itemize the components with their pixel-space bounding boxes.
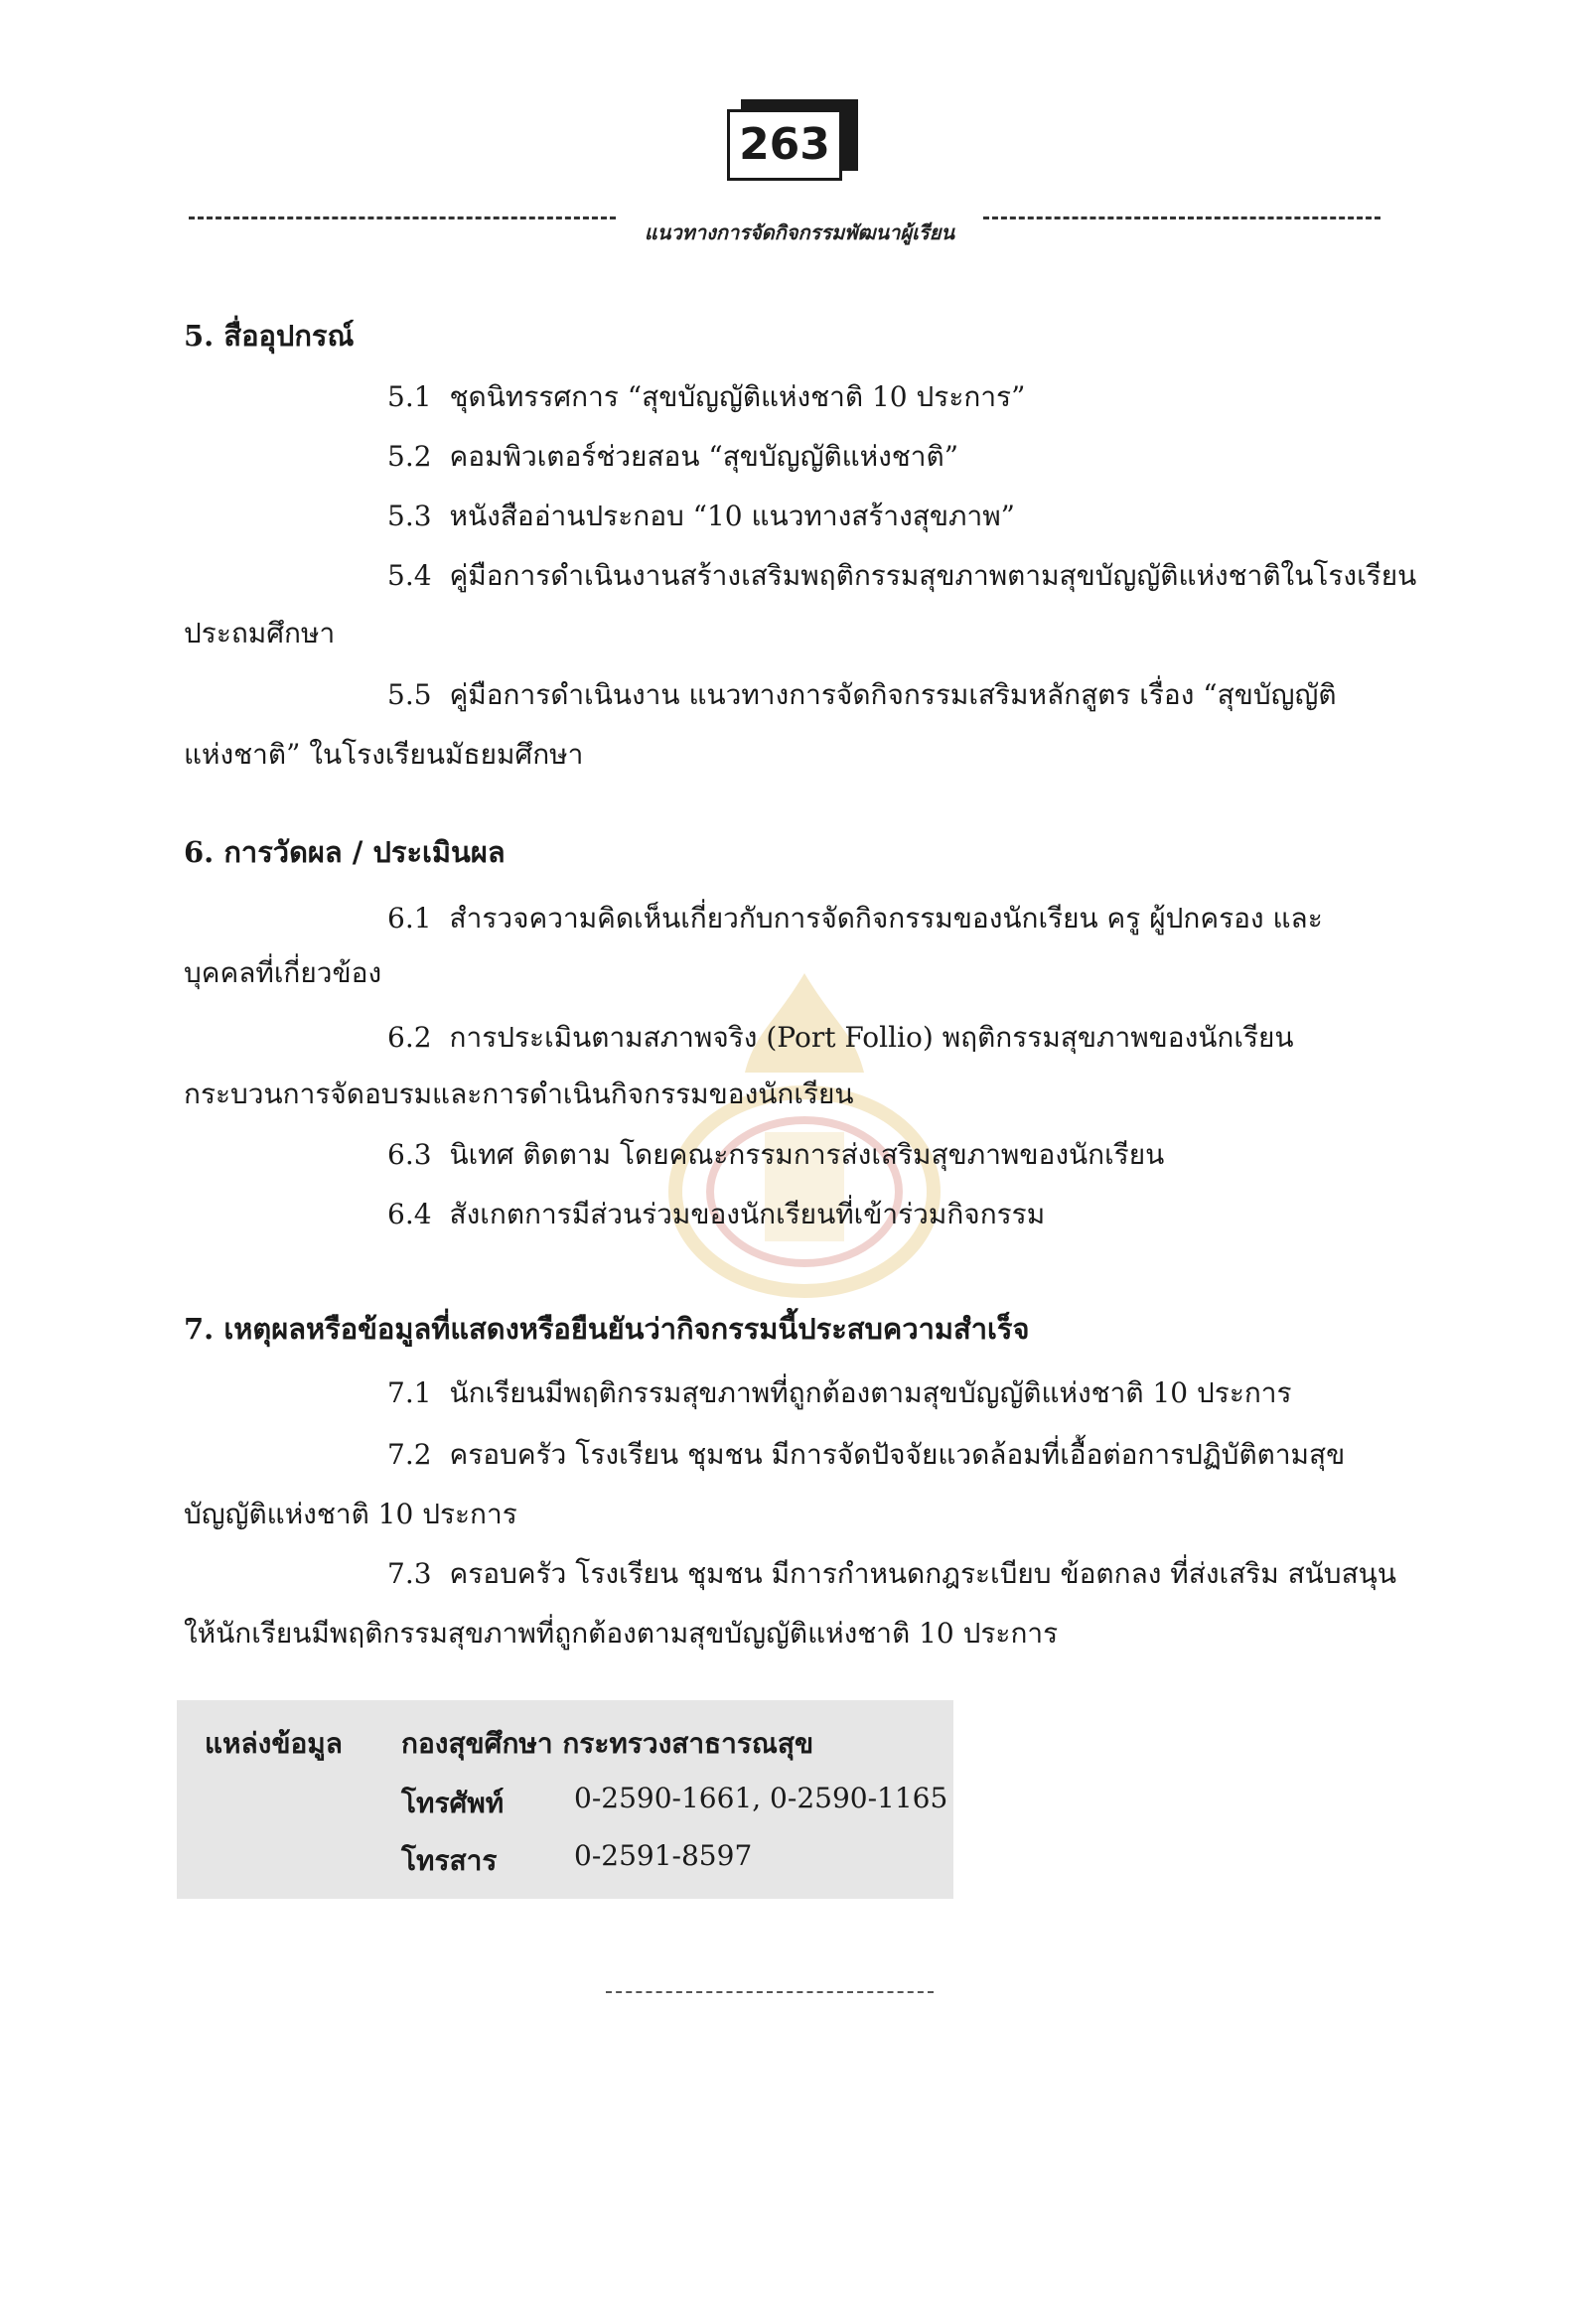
item-6-1 <box>387 899 1323 938</box>
item-text: ครอบครัว โรงเรียน ชุมชน มีการจัดปัจจัยแวดล้อมที่เอื้อต่อการปฏิบัติตามสุข <box>449 1438 1346 1471</box>
page-number: 263 <box>727 109 842 181</box>
item-text: สำรวจความคิดเห็นเกี่ยวกับการจัดกิจกรรมของนักเรียน ครู ผู้ปกครอง และ <box>449 902 1323 935</box>
item-text: คู่มือการดำเนินงานสร้างเสริมพฤติกรรมสุขภาพตามสุขบัญญัติแห่งชาติในโรงเรียน <box>449 559 1417 592</box>
item-text: ครอบครัว โรงเรียน ชุมชน มีการกำหนดกฎระเบียบ ข้อตกลง ที่ส่งเสริม สนับสนุน <box>449 1557 1396 1590</box>
item-7-1 <box>387 1373 1292 1413</box>
item-number: 5.2 <box>387 440 432 473</box>
item-number: 6.1 <box>387 902 432 935</box>
section-5-title: 5. สื่ออุปกรณ์ <box>184 319 355 353</box>
item-5-5-continuation: แห่งชาติ” ในโรงเรียนมัธยมศึกษา <box>184 738 584 771</box>
fax-value: 0-2591-8597 <box>574 1839 753 1872</box>
item-text: คู่มือการดำเนินงาน แนวทางการจัดกิจกรรมเสริมหลักสูตร เรื่อง “สุขบัญญัติ <box>449 678 1337 711</box>
item-7-3-continuation: ให้นักเรียนมีพฤติกรรมสุขภาพที่ถูกต้องตามสุขบัญญัติแห่งชาติ 10 ประการ <box>184 1617 1059 1650</box>
item-text: คอมพิวเตอร์ช่วยสอน “สุขบัญญัติแห่งชาติ” <box>449 440 959 473</box>
item-text: การประเมินตามสภาพจริง (Port Follio) พฤติกรรมสุขภาพของนักเรียน <box>449 1021 1294 1054</box>
phone-value: 0-2590-1661, 0-2590-1165 <box>574 1782 948 1814</box>
item-5-2 <box>387 437 958 477</box>
item-number: 5.4 <box>387 559 432 592</box>
section-7-title: 7. เหตุผลหรือข้อมูลที่แสดงหรือยืนยันว่ากิจกรรมนี้ประสบความสำเร็จ <box>184 1312 1030 1346</box>
source-label: แหล่งข้อมูล <box>205 1727 343 1760</box>
item-number: 6.2 <box>387 1021 432 1054</box>
running-head: แนวทางการจัดกิจกรรมพัฒนาผู้เรียน <box>644 220 955 244</box>
item-7-2 <box>387 1435 1345 1475</box>
page-number-box <box>727 99 844 181</box>
header-rule-left <box>189 216 616 219</box>
item-text: ชุดนิทรรศการ “สุขบัญญัติแห่งชาติ 10 ประการ” <box>449 380 1026 413</box>
item-5-3 <box>387 497 1015 536</box>
source-org: กองสุขศึกษา กระทรวงสาธารณสุข <box>401 1727 814 1760</box>
item-text: นิเทศ ติดตาม โดยคณะกรรมการส่งเสริมสุขภาพของนักเรียน <box>449 1138 1165 1171</box>
fax-label: โทรสาร <box>401 1844 498 1877</box>
header-rule-right <box>983 216 1380 219</box>
item-text: สังเกตการมีส่วนร่วมของนักเรียนที่เข้าร่วมกิจกรรม <box>449 1198 1046 1230</box>
item-number: 5.3 <box>387 500 432 532</box>
item-5-4 <box>387 556 1416 596</box>
end-divider <box>606 1991 934 1993</box>
item-7-3 <box>387 1554 1396 1594</box>
phone-label: โทรศัพท์ <box>401 1787 505 1819</box>
item-number: 7.3 <box>387 1557 432 1590</box>
item-number: 6.4 <box>387 1198 432 1230</box>
item-7-2-continuation: บัญญัติแห่งชาติ 10 ประการ <box>184 1498 517 1530</box>
item-5-4-continuation: ประถมศึกษา <box>184 617 336 649</box>
item-text: หนังสืออ่านประกอบ “10 แนวทางสร้างสุขภาพ” <box>449 500 1015 532</box>
watermark-emblem <box>655 963 953 1301</box>
item-number: 7.2 <box>387 1438 432 1471</box>
item-6-2 <box>387 1018 1294 1058</box>
item-6-3 <box>387 1135 1164 1175</box>
item-5-5 <box>387 675 1337 715</box>
section-6-title: 6. การวัดผล / ประเมินผล <box>184 835 506 869</box>
item-6-1-continuation: บุคคลที่เกี่ยวข้อง <box>184 956 382 989</box>
item-number: 6.3 <box>387 1138 432 1171</box>
item-number: 5.1 <box>387 380 432 413</box>
item-6-2-continuation: กระบวนการจัดอบรมและการดำเนินกิจกรรมของนักเรียน <box>184 1078 854 1110</box>
source-box <box>177 1700 953 1899</box>
item-5-1 <box>387 377 1025 417</box>
item-number: 7.1 <box>387 1376 432 1409</box>
item-text: นักเรียนมีพฤติกรรมสุขภาพที่ถูกต้องตามสุขบัญญัติแห่งชาติ 10 ประการ <box>449 1376 1292 1409</box>
item-number: 5.5 <box>387 678 432 711</box>
item-6-4 <box>387 1195 1045 1234</box>
